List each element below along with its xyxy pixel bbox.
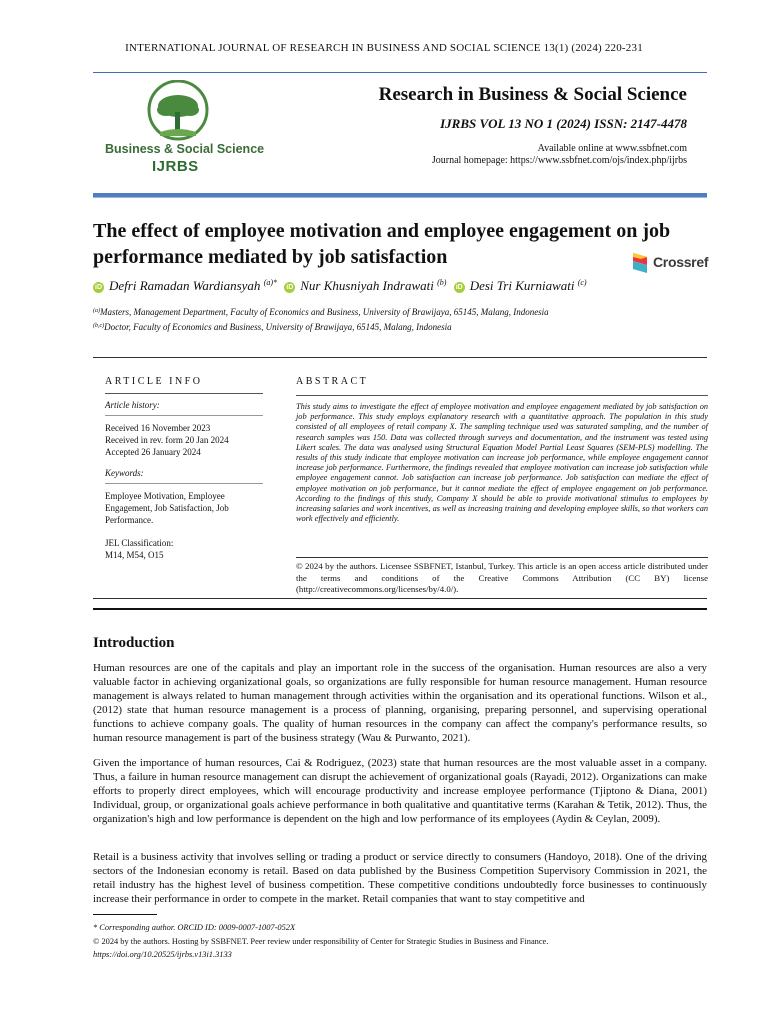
- section-heading-introduction: Introduction: [93, 635, 175, 651]
- author-list: [93, 278, 587, 294]
- journal-logo: [100, 80, 270, 180]
- hosting-note: © 2024 by the authors. Hosting by SSBFNET. Peer review under responsibility of Center for Strategic Studies in Business and Finance.: [93, 937, 549, 946]
- affiliation-text: Masters, Management Department, Faculty of Economics and Business, University of Brawijaya, 65145, Malang, Indonesia: [100, 307, 549, 317]
- journal-homepage-link[interactable]: Journal homepage: https://www.ssbfnet.com/ojs/index.php/ijrbs: [431, 155, 687, 166]
- running-head: INTERNATIONAL JOURNAL OF RESEARCH IN BUSINESS AND SOCIAL SCIENCE 13(1) (2024) 220-231: [125, 42, 643, 54]
- crossref-icon: [631, 251, 651, 275]
- affiliation-superscript: (a): [93, 308, 100, 314]
- keywords: Employee Motivation, Employee Engagement, Job Satisfaction, Job Performance.: [105, 491, 229, 525]
- abstract-text: This study aims to investigate the effect of employee motivation and employee engagement mediated by job satisfaction on job performance. This study employs explanatory research with a quantitative approach. The population in this study consisted of all employees of retail company X. The sampling technique used was saturated sampling, and the number of research samples was 150. Data was collected through surveys and documentation, and the instrument was tested using Likert scales. The data was analysed using Structural Equation Model Partial Least Squares (SEM-PLS) modelling. The results of this study indicate that employee motivation can increase job performance, while employee engagement cannot increase job performance. Furthermore, the findings revealed that employee motivation can increase job satisfaction while employee engagement cannot. Job satisfaction can increase job performance. Job satisfaction can mediate the effect of employee motivation on job performance, but it cannot mediate the effect of employee engagement on job performance. According to the findings of this study, Company X should be able to provide motivational stimulus to employees by increasing salaries and work incentives, as well as increasing training and developing employee skills, so that workers can work effectively and efficiently.: [296, 395, 708, 524]
- divider: [93, 357, 707, 358]
- divider: [93, 608, 707, 610]
- logo-line1: Business & Social Science: [105, 142, 265, 156]
- orcid-icon[interactable]: iD: [95, 284, 102, 291]
- header-rule: [93, 72, 707, 73]
- header-blue-rule: [93, 193, 707, 198]
- crossref-badge[interactable]: [631, 251, 709, 275]
- footnote-rule: [93, 914, 157, 915]
- tree-logo-icon: [100, 80, 270, 142]
- crossref-label: Crossref: [653, 254, 709, 270]
- author-name: Desi Tri Kurniawati: [469, 278, 575, 293]
- journal-volume-issn: IJRBS VOL 13 NO 1 (2024) ISSN: 2147-4478: [440, 116, 687, 131]
- orcid-icon[interactable]: iD: [286, 284, 294, 291]
- affiliation-superscript: (b,c): [93, 323, 105, 329]
- author-superscript: (b): [437, 278, 447, 287]
- paragraph: Retail is a business activity that involves selling or trading a product or service directly to consumers (Handoyo, 2018). One of the driving sectors of the Indonesian economy is retail. Based on data published by the Business Competition Supervisory Commission in 2021, the retail industry has the highest level of business competition. These competitive conditions undoubtedly force businesses to continuously increase their performance in order to compete in the market. Retail companies that want to stay competitive and: [93, 851, 707, 906]
- history-label: Article history:: [105, 400, 160, 410]
- divider: [105, 483, 263, 484]
- logo-line2: IJRBS: [152, 158, 199, 175]
- author-name: Defri Ramadan Wardiansyah: [109, 278, 261, 293]
- paragraph: Human resources are one of the capitals and play an important role in the success of the organisation. Human resources are also a very valuable factor in achieving organizational goals, so organizations are fully responsible for human resource management. Human resource management is always related to human management through activities within the organisation and its operational functions. Wilson et al., (2012) state that human resource management is a process of planning, organising, preparing personnel, and supervising operational functions to achieve company goals. The quality of human resources in the company can affect the company's performance results, so human resource management is part of the business strategy (Wau & Purwanto, 2021).: [93, 662, 707, 745]
- keywords-label: Keywords:: [105, 468, 144, 478]
- divider: [93, 598, 707, 599]
- affiliation-text: Doctor, Faculty of Economics and Business, University of Brawijaya, 65145, Malang, Indonesia: [104, 322, 452, 332]
- abstract-label: ABSTRACT: [296, 376, 369, 387]
- revised-date: Received in rev. form 20 Jan 2024: [105, 435, 229, 445]
- paragraph: Given the importance of human resources, Cai & Rodriguez, (2023) state that human resources are the most valuable asset in a company. Thus, a failure in human resource management can disrupt the achievement of organizational goals (Rayadi, 2012). Organizations can make efforts to properly direct employees, which will encourage productivity and increase employee performance (Tjiptono & Diana, 2001) Individual, group, or organizational goals achieve performance in both qualitative and quantitative terms (Karahan & Tetik, 2012). Thus, the organization's high and low performance is dependent on the high and low performance of its employees (Aydin & Ceylan, 2009).: [93, 757, 707, 826]
- accepted-date: Accepted 26 January 2024: [105, 447, 201, 457]
- author-superscript: (a)*: [263, 278, 278, 287]
- article-info-label: ARTICLE INFO: [105, 376, 203, 387]
- divider: [105, 393, 263, 394]
- jel-codes: M14, M54, O15: [105, 550, 164, 560]
- corresponding-author-note: * Corresponding author. ORCID ID: 0009-0007-1007-052X: [93, 923, 296, 932]
- journal-title: Research in Business & Social Science: [378, 84, 687, 105]
- license-text: © 2024 by the authors. Licensee SSBFNET, Istanbul, Turkey. This article is an open access article distributed under the terms and conditions of the Creative Commons Attribution (CC BY) license (http://creativecommons.org/licenses/by/4.0/).: [296, 561, 708, 594]
- available-online: Available online at www.ssbfnet.com: [537, 143, 687, 154]
- divider: [105, 415, 263, 416]
- article-title: The effect of employee motivation and employee engagement on job performance mediated by job satisfaction: [93, 220, 671, 268]
- author-superscript: (c): [577, 278, 587, 287]
- divider: [296, 557, 708, 558]
- jel-label: JEL Classification:: [105, 538, 174, 548]
- affiliation-bc: [93, 322, 452, 332]
- orcid-icon[interactable]: iD: [455, 284, 463, 291]
- received-date: Received 16 November 2023: [105, 423, 211, 433]
- article-info-column: [93, 376, 263, 561]
- doi-link[interactable]: https://doi.org/10.20525/ijrbs.v13i1.3133: [93, 950, 232, 959]
- affiliation-a: [93, 307, 549, 317]
- author-name: Nur Khusniyah Indrawati: [300, 278, 434, 293]
- abstract-column: [296, 376, 708, 524]
